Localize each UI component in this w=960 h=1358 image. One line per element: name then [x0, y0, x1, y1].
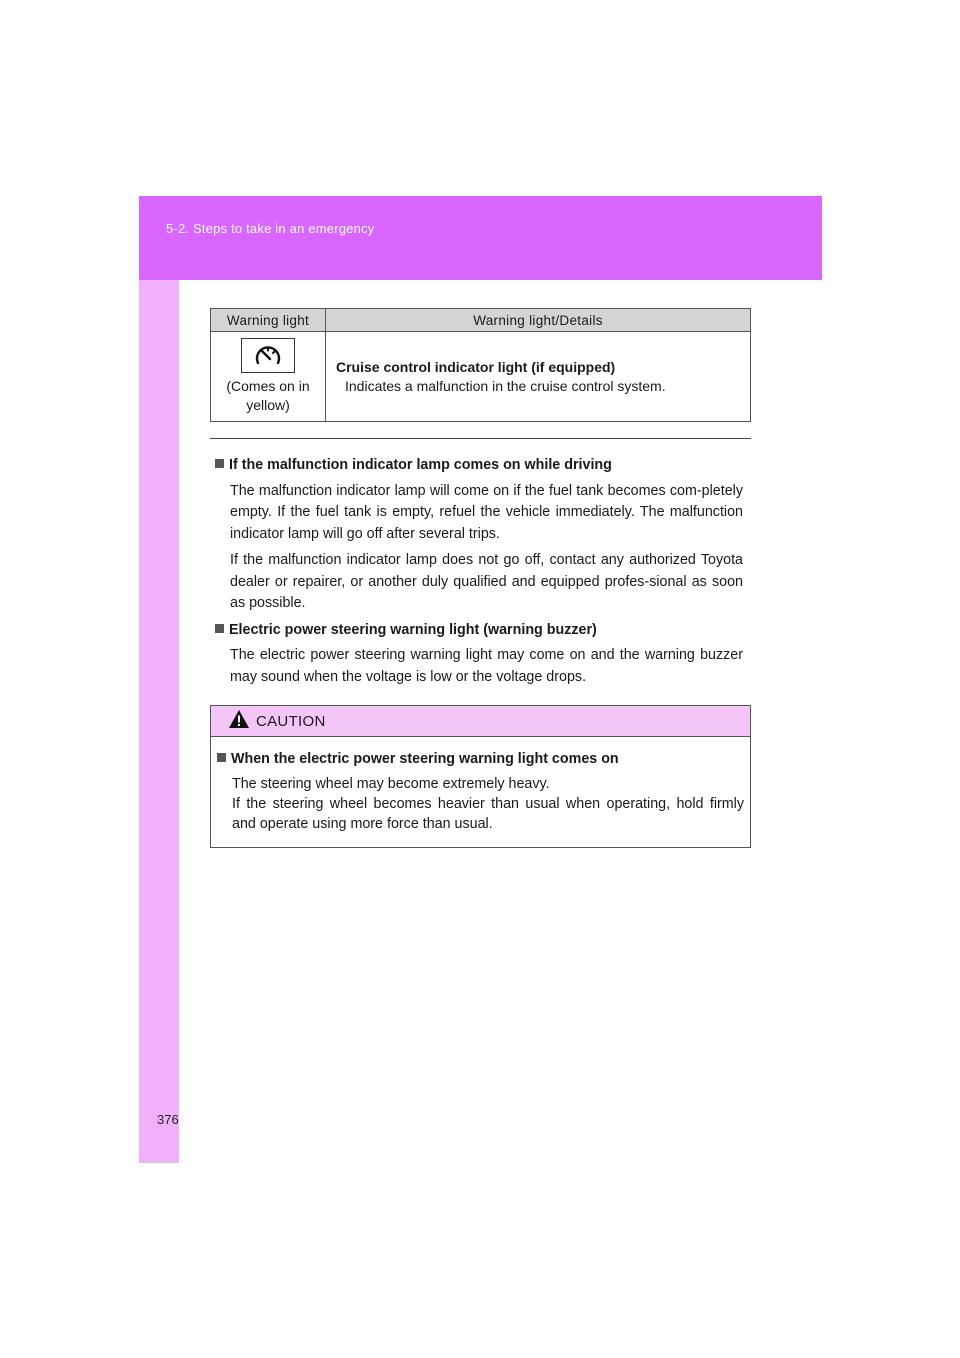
header-band — [139, 196, 822, 280]
table-header-row — [211, 309, 751, 332]
warning-light-cell — [211, 332, 326, 422]
table-row — [211, 332, 751, 422]
caution-header — [211, 706, 750, 737]
caution-line: The steering wheel may become extremely heavy. — [232, 776, 550, 792]
paragraph: The electric power steering warning light may come on and the warning buzzer may sound when the voltage is low or the voltage drops. — [230, 647, 743, 685]
section-title: 5-2. Steps to take in an emergency — [166, 221, 375, 236]
bullet-square-icon — [217, 753, 226, 762]
col-header-warning-light: Warning light — [211, 309, 326, 332]
caution-line: If the steering wheel becomes heavier than usual when operating, hold firmly and operate using more force than usual. — [232, 796, 744, 832]
paragraph: The malfunction indicator lamp will come on if the fuel tank becomes com-pletely empty. If the fuel tank is empty, refuel the vehicle immediately. The malfunction indicator lamp will go off after several trips. — [230, 482, 743, 542]
details-cell — [326, 332, 751, 422]
col-header-details: Warning light/Details — [326, 309, 751, 332]
warning-triangle-icon — [228, 709, 250, 734]
caution-heading-text: When the electric power steering warning light comes on — [231, 751, 619, 767]
caution-box — [210, 705, 751, 848]
paragraph: If the malfunction indicator lamp does not go off, contact any authorized Toyota dealer or repairer, or another duly qualified and equipped profes-sional as soon as possible. — [230, 552, 743, 611]
caution-title: CAUTION — [256, 712, 326, 730]
caution-body — [211, 737, 750, 834]
page-number: 376 — [157, 1112, 179, 1127]
heading-text: If the malfunction indicator lamp comes on while driving — [229, 457, 612, 473]
section-heading — [215, 455, 743, 477]
caution-heading — [217, 749, 744, 769]
light-note-line1: (Comes on in — [226, 378, 310, 394]
cruise-control-icon — [241, 338, 295, 373]
light-description: Indicates a malfunction in the cruise control system. — [345, 377, 666, 394]
light-title: Cruise control indicator light (if equipped) — [336, 358, 616, 375]
heading-text: Electric power steering warning light (warning buzzer) — [229, 621, 597, 638]
light-color-note — [211, 377, 325, 421]
bullet-square-icon — [215, 459, 224, 468]
notes-content — [215, 455, 743, 693]
divider — [210, 438, 751, 439]
caution-text — [217, 774, 744, 834]
bullet-square-icon — [215, 624, 224, 633]
warning-light-table — [210, 308, 751, 422]
side-strip — [139, 196, 179, 1163]
light-note-line2: yellow) — [246, 397, 290, 413]
section-heading — [215, 620, 743, 642]
